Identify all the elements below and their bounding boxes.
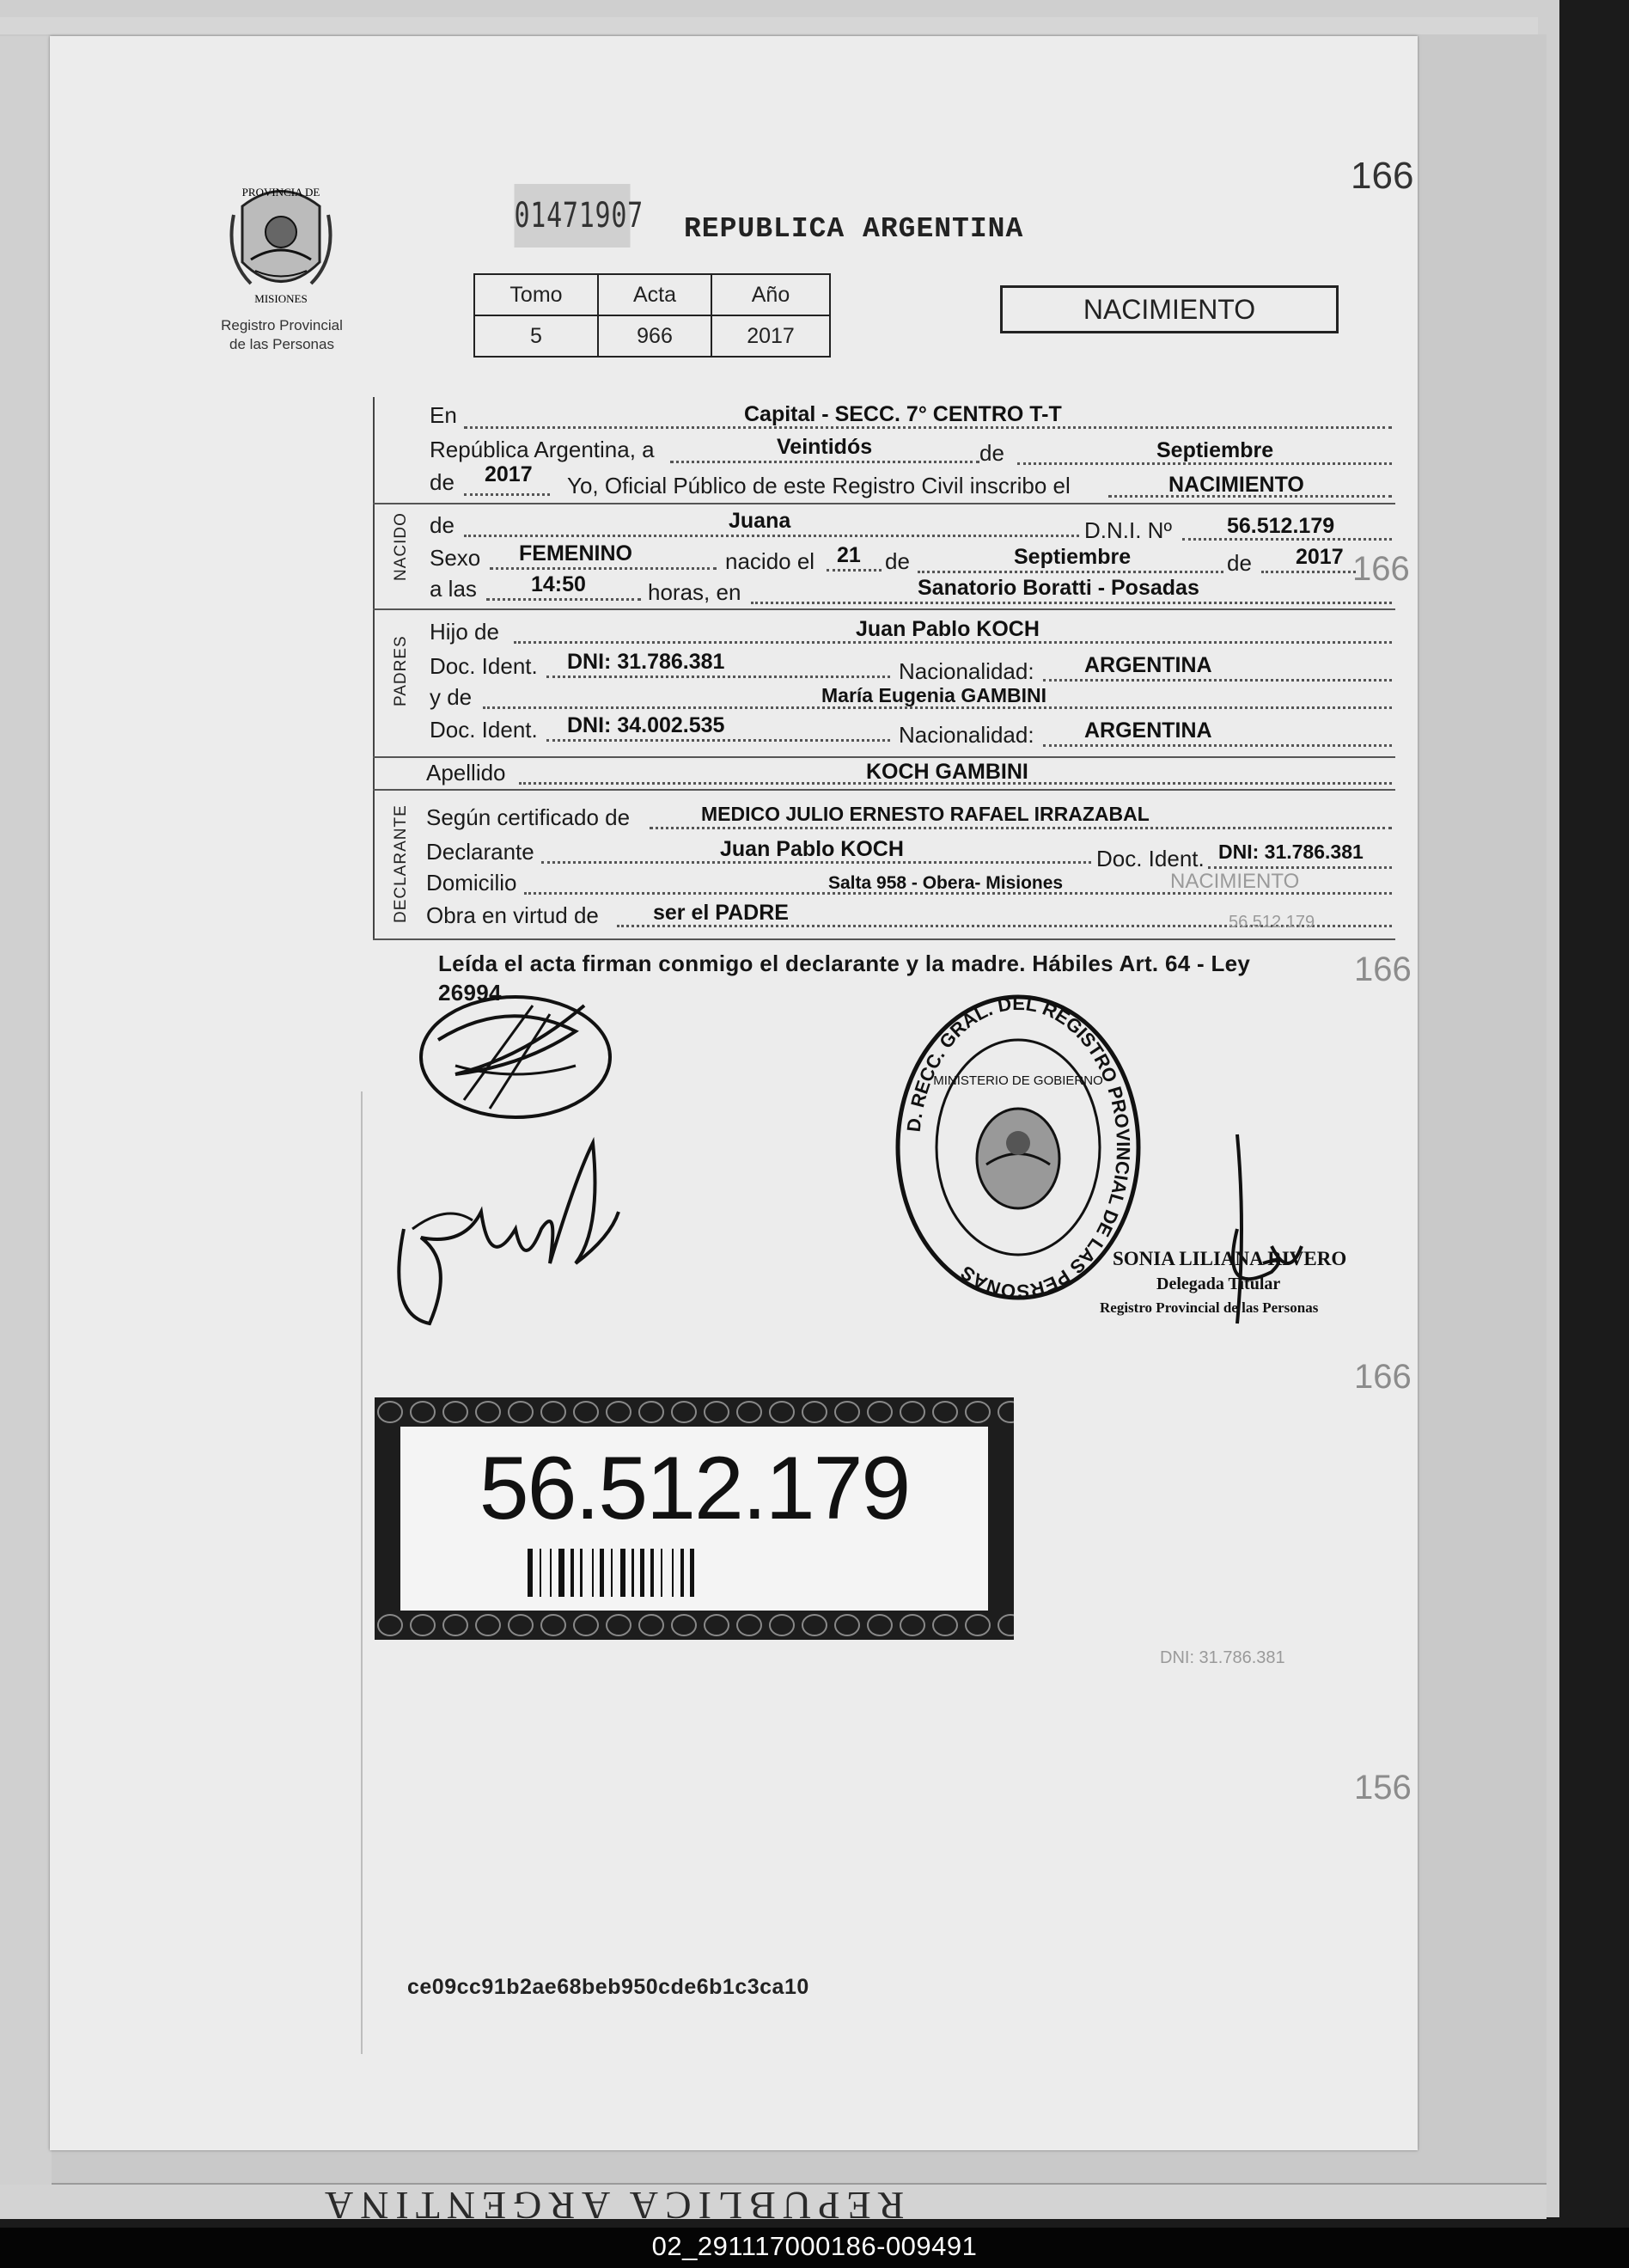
certificate-type-box: NACIMIENTO [1000,285,1339,333]
dni-barcode-sticker [375,1397,1014,1640]
sticker-pattern-mark [411,1615,435,1635]
label-apellido: Apellido [426,760,506,786]
sticker-pattern-mark [574,1402,598,1422]
fill-line [1261,571,1356,573]
sticker-pattern-mark [443,1615,467,1635]
value-birth-place: Sanatorio Boratti - Posadas [918,576,1199,600]
value-certificate: MEDICO JULIO ERNESTO RAFAEL IRRAZABAL [701,803,1150,825]
scan-identifier: 02_291117000186-009491 [651,2231,978,2261]
ghost-text: DNI: 31.786.381 [1160,1648,1285,1667]
value-sex: FEMENINO [519,541,632,565]
mirrored-heading: REPUBLICA ARGENTINA [318,2184,905,2228]
value-event: NACIMIENTO [1168,473,1304,497]
official-seal [885,988,1151,1306]
fill-line [486,598,641,601]
sticker-pattern-mark [868,1615,892,1635]
sticker-pattern-mark [378,1615,402,1635]
fill-line [670,461,979,463]
table-row [474,274,830,315]
sticker-pattern-mark [998,1402,1014,1422]
value-birth-day: 21 [837,543,861,567]
fill-line [546,739,890,742]
sticker-pattern-mark [737,1615,761,1635]
section-divider [373,938,1395,940]
label-nationality: Nacionalidad: [899,658,1034,684]
registry-caption-line: de las Personas [229,336,334,352]
sticker-pattern-mark [802,1402,827,1422]
section-label-declarante: DECLARANTE [392,804,410,923]
sticker-pattern-mark [966,1615,990,1635]
ghost-text: 56.512.179 [1229,913,1315,932]
sticker-pattern-mark [933,1402,957,1422]
table-header-acta: Acta [598,274,711,315]
sticker-pattern-mark [476,1402,500,1422]
sticker-pattern-mark [802,1615,827,1635]
fill-line [650,827,1392,829]
sticker-pattern-mark [607,1402,631,1422]
barcode-bar [680,1549,684,1597]
barcode-bar [592,1549,594,1597]
sticker-pattern-mark [574,1615,598,1635]
table-row [474,315,830,357]
fill-line [546,676,890,678]
label-declarante: Declarante [426,839,534,865]
barcode-bar [611,1549,613,1597]
section-divider [373,789,1395,791]
registry-caption-line: Registro Provincial [221,317,343,333]
sticker-pattern-mark [411,1402,435,1422]
sticker-pattern-mark [705,1615,729,1635]
barcode-bar [690,1549,694,1597]
barcode-bar [672,1549,674,1597]
barcode-bar [631,1549,634,1597]
sticker-pattern-mark [639,1402,663,1422]
crest-bottom-text: MISIONES [254,292,308,305]
declarant-signature [404,980,627,1134]
label-certificado: Según certificado de [426,804,631,830]
fill-line [751,602,1392,604]
seal-outer-text: D. RECC. GRAL. DEL REGISTRO PROVINCIAL DE LAS PERSONAS [902,992,1135,1303]
fill-line [827,569,882,572]
country-heading: REPUBLICA ARGENTINA [684,213,1024,245]
value-father-doc: DNI: 31.786.381 [567,650,725,674]
sticker-pattern-mark [672,1402,696,1422]
barcode-bar [550,1549,552,1597]
sticker-pattern-mark [672,1615,696,1635]
ghost-text: NACIMIENTO [1170,870,1300,893]
value-place: Capital - SECC. 7° CENTRO T-T [744,402,1062,426]
label-dni: D.N.I. Nº [1084,517,1172,543]
province-crest-icon [217,180,345,309]
barcode-bar [650,1549,654,1597]
label-a-las: a las [430,576,477,602]
sticker-pattern-mark [900,1402,924,1422]
value-birth-month: Septiembre [1014,545,1132,569]
mother-signature [378,1126,636,1332]
barcode-bar [528,1549,533,1597]
barcode-bar [640,1549,644,1597]
sticker-pattern-mark [541,1615,565,1635]
form-left-rule [373,397,375,938]
value-birth-year: 2017 [1296,545,1344,569]
barcode-bar [661,1549,662,1597]
fill-line [464,493,550,496]
label-birth-de: de [885,548,910,574]
barcode-bar [580,1549,583,1597]
closing-line: Leída el acta firman conmigo el declarante y la madre. Hábiles Art. 64 - Ley [438,951,1251,976]
sticker-pattern-mark [900,1615,924,1635]
label-nationality2: Nacionalidad: [899,722,1034,748]
section-divider [373,756,1395,758]
fill-line [1043,744,1392,747]
barcode-bar [570,1549,574,1597]
label-decl-doc: Doc. Ident. [1096,846,1205,871]
sticker-pattern-mark [509,1402,533,1422]
fill-line [464,535,1079,537]
registry-caption [196,316,368,354]
serial-number: 01471907 [515,184,631,248]
tomo-value: 5 [474,315,598,357]
ghost-page-number: 166 [1354,951,1412,988]
fill-line [918,571,1223,573]
sticker-pattern-mark [868,1402,892,1422]
label-name-de: de [430,512,455,538]
label-sexo: Sexo [430,545,481,571]
sticker-pattern-mark [835,1615,859,1635]
value-child-dni: 56.512.179 [1227,514,1335,538]
barcode-bar [558,1549,564,1597]
barcode-bar [620,1549,625,1597]
label-born: nacido el [725,548,815,574]
sticker-pattern-mark [378,1402,402,1422]
sticker-pattern-mark [770,1615,794,1635]
tomo-acta-ano-table [473,273,831,358]
closing-line: 26994 [438,980,502,1006]
sticker-pattern-mark [443,1402,467,1422]
left-page-margin [0,36,52,2185]
sticker-pattern-mark [835,1402,859,1422]
value-month: Septiembre [1156,438,1274,462]
label-domicilio: Domicilio [426,870,517,896]
section-label-padres: PADRES [392,635,410,706]
sticker-dni-number: 56.512.179 [479,1439,910,1538]
officer-text: Yo, Oficial Público de este Registro Civil inscribo el [567,473,1071,498]
sticker-pattern-mark [476,1615,500,1635]
sticker-pattern-mark [998,1615,1014,1635]
table-header-ano: Año [711,274,830,315]
official-name: SONIA LILIANA RIVERO [1113,1248,1347,1269]
sticker-label [400,1427,988,1611]
label-en: En [430,402,457,428]
label-doc: Doc. Ident. [430,653,538,679]
sticker-pattern-mark [737,1402,761,1422]
label-hijo: Hijo de [430,619,499,645]
value-reason: ser el PADRE [653,901,789,925]
label-year-de: de [430,469,455,495]
section-label-nacido: NACIDO [392,512,410,581]
ghost-page-number: 156 [1354,1769,1412,1806]
document-hash: ce09cc91b2ae68beb950cde6b1c3ca10 [407,1975,809,1999]
value-year: 2017 [485,462,533,486]
margin-rule [361,1091,363,2054]
barcode-bar [540,1549,541,1597]
value-declarant-doc: DNI: 31.786.381 [1218,841,1364,863]
ghost-page-number: 166 [1354,1358,1412,1396]
section-divider [373,608,1395,610]
seal-inner-text: MINISTERIO DE GOBIERNO [933,1073,1103,1088]
value-mother-name: María Eugenia GAMBINI [821,684,1046,706]
acta-value: 966 [598,315,711,357]
barcode-bar [600,1549,604,1597]
sticker-pattern-mark [933,1615,957,1635]
barcode-icon [528,1549,863,1597]
sticker-pattern-mark [770,1402,794,1422]
table-header-tomo: Tomo [474,274,598,315]
ano-value: 2017 [711,315,830,357]
label-horas: horas, en [648,579,741,605]
sticker-pattern-mark [541,1402,565,1422]
sticker-pattern-mark [509,1615,533,1635]
page-number: 166 [1351,155,1414,197]
value-mother-doc: DNI: 34.002.535 [567,713,725,737]
sticker-pattern-mark [607,1615,631,1635]
label-obra: Obra en virtud de [426,902,599,928]
fill-line [1208,866,1392,869]
value-day-written: Veintidós [777,435,873,459]
label-birth-de2: de [1227,550,1252,576]
sticker-pattern-mark [966,1402,990,1422]
section-divider [373,503,1395,504]
sticker-pattern-mark [639,1615,663,1635]
official-org: Registro Provincial de las Personas [1100,1299,1319,1316]
value-address: Salta 958 - Obera- Misiones [828,873,1064,893]
value-father-name: Juan Pablo KOCH [856,617,1040,641]
fill-line [1043,679,1392,682]
official-title: Delegada Titular [1156,1275,1281,1293]
value-birth-time: 14:50 [531,572,586,596]
sticker-pattern-mark [705,1402,729,1422]
value-father-nationality: ARGENTINA [1084,653,1212,677]
ghost-page-number: 166 [1352,550,1410,588]
label-doc2: Doc. Ident. [430,717,538,743]
value-mother-nationality: ARGENTINA [1084,718,1212,743]
label-republica: República Argentina, a [430,437,655,462]
value-child-name: Juana [729,509,791,533]
fill-line [490,567,717,570]
value-surname: KOCH GAMBINI [866,760,1028,784]
label-de: de [979,440,1004,466]
value-declarant: Juan Pablo KOCH [720,837,904,861]
crest-top-text: PROVINCIA DE [241,186,320,199]
label-y-de: y de [430,684,473,710]
